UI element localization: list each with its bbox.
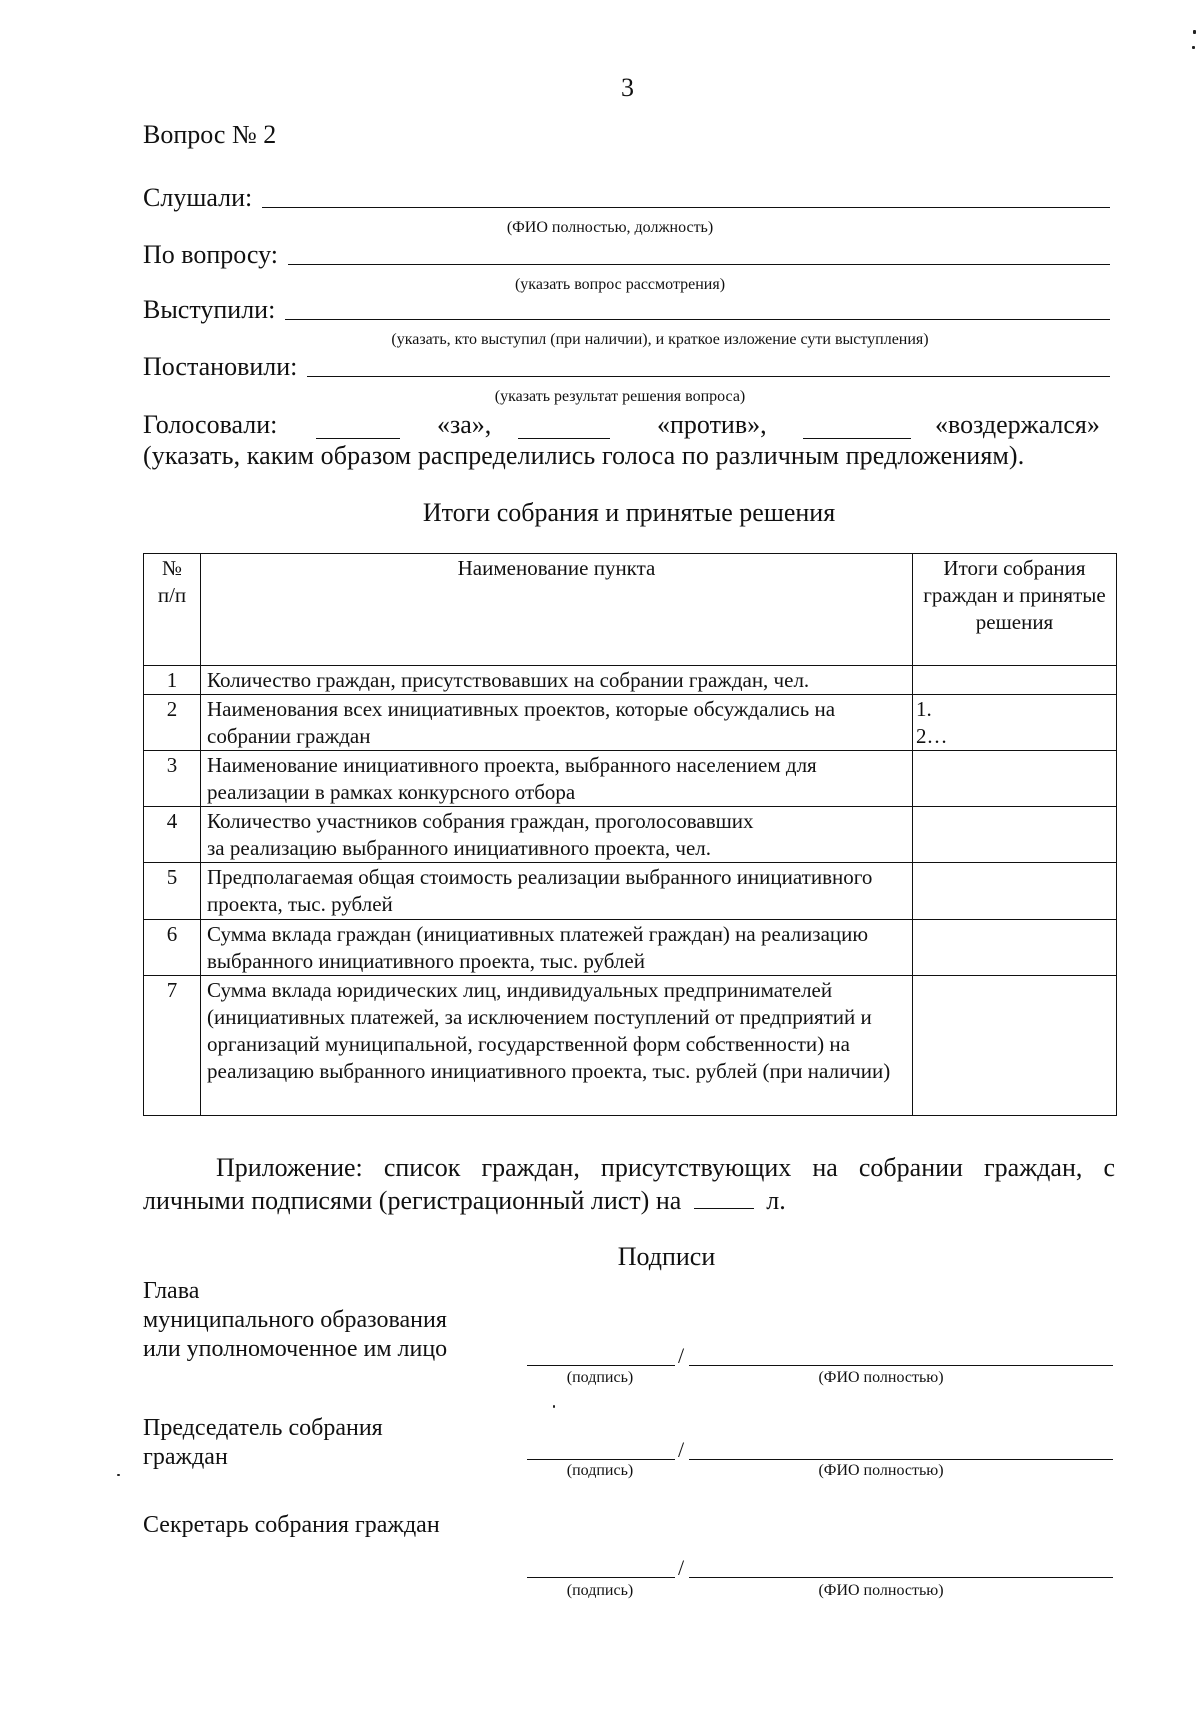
row-number: 7 [144, 976, 201, 1116]
fio-line[interactable] [689, 1365, 1113, 1366]
row-number: 5 [144, 863, 201, 920]
table-row [144, 695, 1117, 751]
results-table [143, 553, 1117, 1116]
voting-label: Голосовали: [143, 410, 278, 439]
table-row [144, 807, 1117, 863]
voting-abstain-blank[interactable] [803, 438, 911, 439]
scan-speck [117, 1474, 120, 1476]
fio-line[interactable] [689, 1577, 1113, 1578]
fio-caption: (ФИО полностью) [818, 1462, 944, 1479]
fio-line[interactable] [689, 1459, 1113, 1460]
row-name: Предполагаемая общая стоимость реализации выбранного инициативного проекта, тыс. рублей [201, 863, 913, 920]
voting-against-label: «против», [657, 410, 767, 439]
row-number: 2 [144, 695, 201, 751]
row-result[interactable] [913, 807, 1117, 863]
results-heading: Итоги собрания и принятые решения [422, 498, 836, 527]
table-row [144, 976, 1117, 1116]
header-name: Наименование пункта [201, 554, 913, 666]
row-name: Наименование инициативного проекта, выбранного населением для реализации в рамках конкурсного отбора [201, 751, 913, 807]
signature-line[interactable] [527, 1459, 675, 1460]
signature-caption: (подпись) [566, 1369, 634, 1386]
signature-label-secretary: Секретарь собрания граждан [143, 1512, 440, 1538]
voting-abstain-label: «воздержался» [935, 410, 1100, 439]
field-decided [143, 352, 1110, 382]
signature-caption: (подпись) [566, 1582, 634, 1599]
fio-caption: (ФИО полностью) [818, 1582, 944, 1599]
field-blank-line[interactable] [307, 376, 1110, 377]
field-label: Слушали: [143, 183, 253, 212]
field-caption: (указать вопрос рассмотрения) [514, 276, 726, 293]
field-caption: (ФИО полностью, должность) [506, 219, 714, 236]
scan-speck [1193, 30, 1196, 34]
signature-separator: / [678, 1343, 685, 1368]
header-num: № п/п [144, 554, 201, 666]
signature-line[interactable] [527, 1577, 675, 1578]
table-row [144, 920, 1117, 976]
row-result[interactable] [913, 666, 1117, 695]
voting-against-blank[interactable] [518, 438, 610, 439]
row-number: 1 [144, 666, 201, 695]
field-blank-line[interactable] [285, 319, 1110, 320]
signature-separator: / [678, 1555, 685, 1580]
row-name: Количество участников собрания граждан, проголосовавших за реализацию выбранного инициативного проекта, чел. [201, 807, 913, 863]
field-listened [143, 183, 1110, 213]
table-header-row [144, 554, 1117, 666]
fio-caption: (ФИО полностью) [818, 1369, 944, 1386]
field-blank-line[interactable] [288, 264, 1110, 265]
attachment-sheets-blank[interactable] [694, 1186, 754, 1209]
field-label: По вопросу: [143, 240, 279, 269]
page-number: 3 [621, 73, 634, 102]
voting-for-label: «за», [437, 410, 492, 439]
signatures-heading: Подписи [617, 1242, 716, 1271]
scan-speck [1192, 46, 1195, 49]
row-result[interactable] [913, 976, 1117, 1116]
scan-speck [553, 1405, 555, 1408]
table-row [144, 751, 1117, 807]
attachment-paragraph [143, 1151, 1115, 1217]
voting-for-blank[interactable] [316, 438, 400, 439]
signature-caption: (подпись) [566, 1462, 634, 1479]
signature-label-chair: Председатель собрания граждан [143, 1415, 383, 1470]
attachment-suffix: л. [766, 1186, 786, 1215]
row-name: Сумма вклада граждан (инициативных платежей граждан) на реализацию выбранного инициативного проекта, тыс. рублей [201, 920, 913, 976]
field-blank-line[interactable] [262, 207, 1110, 208]
row-result[interactable] [913, 863, 1117, 920]
voting-note: (указать, каким образом распределились голоса по различным предложениям). [143, 441, 1025, 470]
field-caption: (указать результат решения вопроса) [494, 388, 746, 405]
table-row [144, 863, 1117, 920]
signature-separator: / [678, 1437, 685, 1462]
row-name: Наименования всех инициативных проектов, которые обсуждались на собрании граждан [201, 695, 913, 751]
row-result[interactable] [913, 751, 1117, 807]
field-speakers [143, 295, 1110, 325]
signature-label-head: Глава муниципального образования или уполномоченное им лицо [143, 1278, 448, 1362]
row-name: Сумма вклада юридических лиц, индивидуальных предпринимателей (инициативных платежей, за исключением поступлений от предприятий и организаций муниципальной, государственной форм собственности) на реализацию выбранного инициативного проекта, тыс. рублей (при наличии) [201, 976, 913, 1116]
row-number: 4 [144, 807, 201, 863]
attachment-text: Приложение: список граждан, присутствующих на собрании граждан, с личными подписями (регистрационный лист) на [143, 1153, 1115, 1215]
row-result[interactable] [913, 920, 1117, 976]
row-result[interactable]: 1. 2… [913, 695, 1117, 751]
field-on-question [143, 240, 1110, 270]
signature-line[interactable] [527, 1365, 675, 1366]
row-name: Количество граждан, присутствовавших на собрании граждан, чел. [201, 666, 913, 695]
question-title: Вопрос № 2 [143, 120, 277, 149]
row-number: 3 [144, 751, 201, 807]
row-number: 6 [144, 920, 201, 976]
field-caption: (указать, кто выступил (при наличии), и краткое изложение сути выступления) [391, 331, 929, 348]
field-label: Постановили: [143, 352, 298, 381]
field-label: Выступили: [143, 295, 276, 324]
header-result: Итоги собрания граждан и принятые решения [913, 554, 1117, 666]
table-row [144, 666, 1117, 695]
